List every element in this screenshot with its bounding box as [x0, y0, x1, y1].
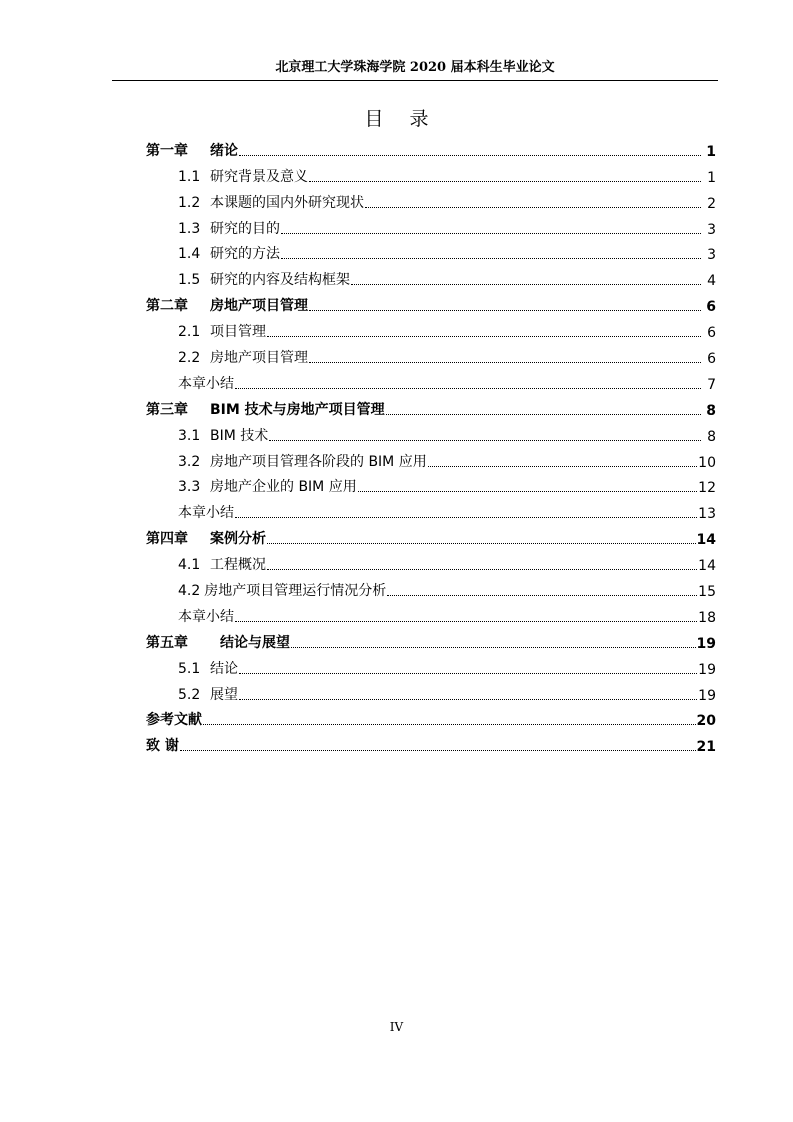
toc-entry-label [178, 684, 238, 704]
toc-section-entry[interactable] [146, 678, 716, 704]
toc-entry-title: 案例分析 [210, 531, 266, 548]
toc-entry-label [178, 347, 308, 367]
toc-entry-page: 15 [698, 584, 716, 601]
toc-entry-title: BIM 技术 [210, 427, 269, 444]
toc-entry-label [178, 321, 266, 341]
toc-entry-number: 3.1 [178, 427, 201, 444]
toc-entry-label [178, 425, 268, 445]
toc-entry-page: 6 [706, 299, 716, 316]
toc-entry-title: 项目管理 [210, 324, 266, 341]
toc-entry-number: 第一章 [146, 142, 188, 159]
toc-entry-title: 结论与展望 [220, 634, 290, 651]
toc-entry-page: 7 [707, 376, 716, 393]
toc-entry-number: 5.2 [178, 686, 201, 703]
toc-dot-leader [428, 466, 697, 467]
toc-entry-page: 14 [696, 532, 716, 549]
toc-entry-label [146, 140, 238, 160]
toc-entry-page: 19 [696, 635, 716, 652]
toc-entry-number: 1.4 [178, 246, 201, 263]
toc-dot-leader [309, 181, 701, 182]
toc-entry-title: 研究的目的 [210, 220, 280, 237]
toc-entry-number: 第三章 [146, 401, 188, 418]
toc-entry-number: 3.3 [178, 479, 201, 496]
toc-entry-label [178, 218, 280, 238]
toc-entry-label [146, 528, 266, 548]
toc-entry-title: 工程概况 [210, 557, 266, 574]
toc-entry-label [178, 476, 357, 496]
toc-chapter-entry[interactable] [146, 134, 716, 160]
toc-entry-number: 1.3 [178, 220, 201, 237]
toc-entry-number: 第二章 [146, 298, 188, 315]
toc-entry-label [178, 554, 266, 574]
toc-entry-title: 致 谢 [146, 738, 179, 755]
toc-dot-leader [267, 569, 697, 570]
toc-entry-number: 4.2 [178, 583, 201, 600]
toc-entry-number: 第四章 [146, 531, 188, 548]
toc-dot-leader [281, 258, 701, 259]
toc-dot-leader [309, 310, 701, 311]
toc-dot-leader [235, 388, 701, 389]
toc-entry-page: 1 [707, 169, 716, 186]
toc-entry-label [178, 166, 308, 186]
toc-section-entry[interactable] [146, 548, 716, 574]
toc-dot-leader [269, 440, 701, 441]
toc-entry-label [178, 192, 364, 212]
toc-dot-leader [387, 595, 697, 596]
toc-entry-title: BIM 技术与房地产项目管理 [210, 401, 385, 418]
toc-section-entry[interactable] [146, 315, 716, 341]
toc-entry-page: 4 [707, 273, 716, 290]
toc-entry-title: 本章小结 [178, 505, 234, 522]
toc-dot-leader [239, 673, 697, 674]
toc-chapter-entry[interactable] [146, 704, 716, 730]
toc-entry-number: 1.1 [178, 168, 201, 185]
toc-title: 目 录 [364, 108, 439, 130]
toc-entry-label [178, 658, 238, 678]
page-number: IV [389, 1020, 404, 1034]
toc-entry-number: 2.1 [178, 324, 201, 341]
toc-entry-page: 6 [707, 325, 716, 342]
toc-entry-page: 3 [707, 247, 716, 264]
toc-entry-title: 本课题的国内外研究现状 [210, 194, 364, 211]
toc-entry-page: 1 [706, 143, 716, 160]
toc-entry-page: 18 [698, 609, 716, 626]
toc-dot-leader [281, 233, 701, 234]
toc-section-entry[interactable] [146, 341, 716, 367]
toc-entry-title: 房地产项目管理 [210, 298, 308, 315]
toc-entry-title: 本章小结 [178, 608, 234, 625]
toc-entry-number: 5.1 [178, 660, 201, 677]
table-of-contents [146, 134, 716, 755]
toc-entry-page: 19 [698, 687, 716, 704]
toc-entry-title: 本章小结 [178, 375, 234, 392]
toc-entry-title: 研究的内容及结构框架 [210, 272, 350, 289]
toc-entry-label [178, 243, 280, 263]
toc-section-entry[interactable] [146, 367, 716, 393]
toc-entry-label [146, 399, 385, 419]
toc-entry-label [146, 632, 290, 652]
toc-entry-title: 房地产项目管理 [210, 350, 308, 367]
toc-entry-number: 1.2 [178, 194, 201, 211]
toc-entry-label [178, 580, 386, 600]
toc-entry-label [146, 709, 202, 729]
toc-chapter-entry[interactable] [146, 289, 716, 315]
toc-entry-label [178, 606, 234, 626]
toc-entry-title: 研究背景及意义 [210, 168, 308, 185]
toc-section-entry[interactable] [146, 652, 716, 678]
toc-section-entry[interactable] [146, 160, 716, 186]
toc-entry-title: 绪论 [210, 142, 238, 159]
toc-entry-page: 13 [698, 506, 716, 523]
toc-entry-number: 1.5 [178, 272, 201, 289]
toc-section-entry[interactable] [146, 471, 716, 497]
toc-dot-leader [239, 155, 701, 156]
toc-entry-page: 8 [707, 428, 716, 445]
toc-entry-label [178, 373, 234, 393]
toc-entry-number: 2.2 [178, 350, 201, 367]
toc-chapter-entry[interactable] [146, 522, 716, 548]
toc-dot-leader [235, 621, 697, 622]
toc-entry-page: 21 [696, 739, 716, 756]
toc-dot-leader [291, 647, 696, 648]
toc-entry-title: 参考文献 [146, 712, 202, 729]
toc-entry-title: 展望 [210, 686, 238, 703]
toc-dot-leader [180, 750, 696, 751]
toc-entry-page: 20 [696, 713, 716, 730]
toc-entry-title: 研究的方法 [210, 246, 280, 263]
toc-entry-page: 2 [707, 195, 716, 212]
toc-entry-title: 房地产企业的 BIM 应用 [210, 479, 357, 496]
toc-entry-number: 3.2 [178, 453, 201, 470]
toc-dot-leader [239, 699, 697, 700]
toc-section-entry[interactable] [146, 574, 716, 600]
toc-section-entry[interactable] [146, 419, 716, 445]
toc-entry-title: 结论 [210, 660, 238, 677]
toc-entry-number: 4.1 [178, 557, 201, 574]
toc-entry-number: 第五章 [146, 634, 188, 651]
toc-dot-leader [351, 284, 701, 285]
toc-section-entry[interactable] [146, 263, 716, 289]
toc-entry-page: 12 [698, 480, 716, 497]
toc-chapter-entry[interactable] [146, 626, 716, 652]
toc-entry-page: 14 [698, 558, 716, 575]
toc-section-entry[interactable] [146, 445, 716, 471]
toc-entry-label [146, 735, 179, 755]
toc-entry-page: 10 [698, 454, 716, 471]
toc-entry-label [146, 295, 308, 315]
toc-chapter-entry[interactable] [146, 729, 716, 755]
toc-dot-leader [365, 207, 701, 208]
toc-entry-title: 房地产项目管理各阶段的 BIM 应用 [210, 453, 427, 470]
toc-dot-leader [386, 414, 701, 415]
toc-entry-page: 8 [706, 402, 716, 419]
toc-entry-page: 19 [698, 661, 716, 678]
toc-section-entry[interactable] [146, 496, 716, 522]
page-header: 北京理工大学珠海学院 2020 届本科生毕业论文 [275, 60, 555, 75]
toc-dot-leader [203, 724, 696, 725]
toc-entry-title: 房地产项目管理运行情况分析 [204, 583, 387, 600]
header-rule [112, 80, 718, 81]
toc-chapter-entry[interactable] [146, 393, 716, 419]
toc-section-entry[interactable] [146, 600, 716, 626]
toc-entry-label [178, 269, 350, 289]
toc-dot-leader [267, 336, 701, 337]
toc-section-entry[interactable] [146, 238, 716, 264]
toc-dot-leader [267, 543, 696, 544]
toc-entry-page: 6 [707, 351, 716, 368]
toc-dot-leader [358, 491, 697, 492]
toc-entry-label [178, 451, 427, 471]
toc-entry-page: 3 [707, 221, 716, 238]
toc-dot-leader [235, 517, 697, 518]
toc-dot-leader [309, 362, 701, 363]
toc-section-entry[interactable] [146, 186, 716, 212]
toc-entry-label [178, 502, 234, 522]
toc-section-entry[interactable] [146, 212, 716, 238]
